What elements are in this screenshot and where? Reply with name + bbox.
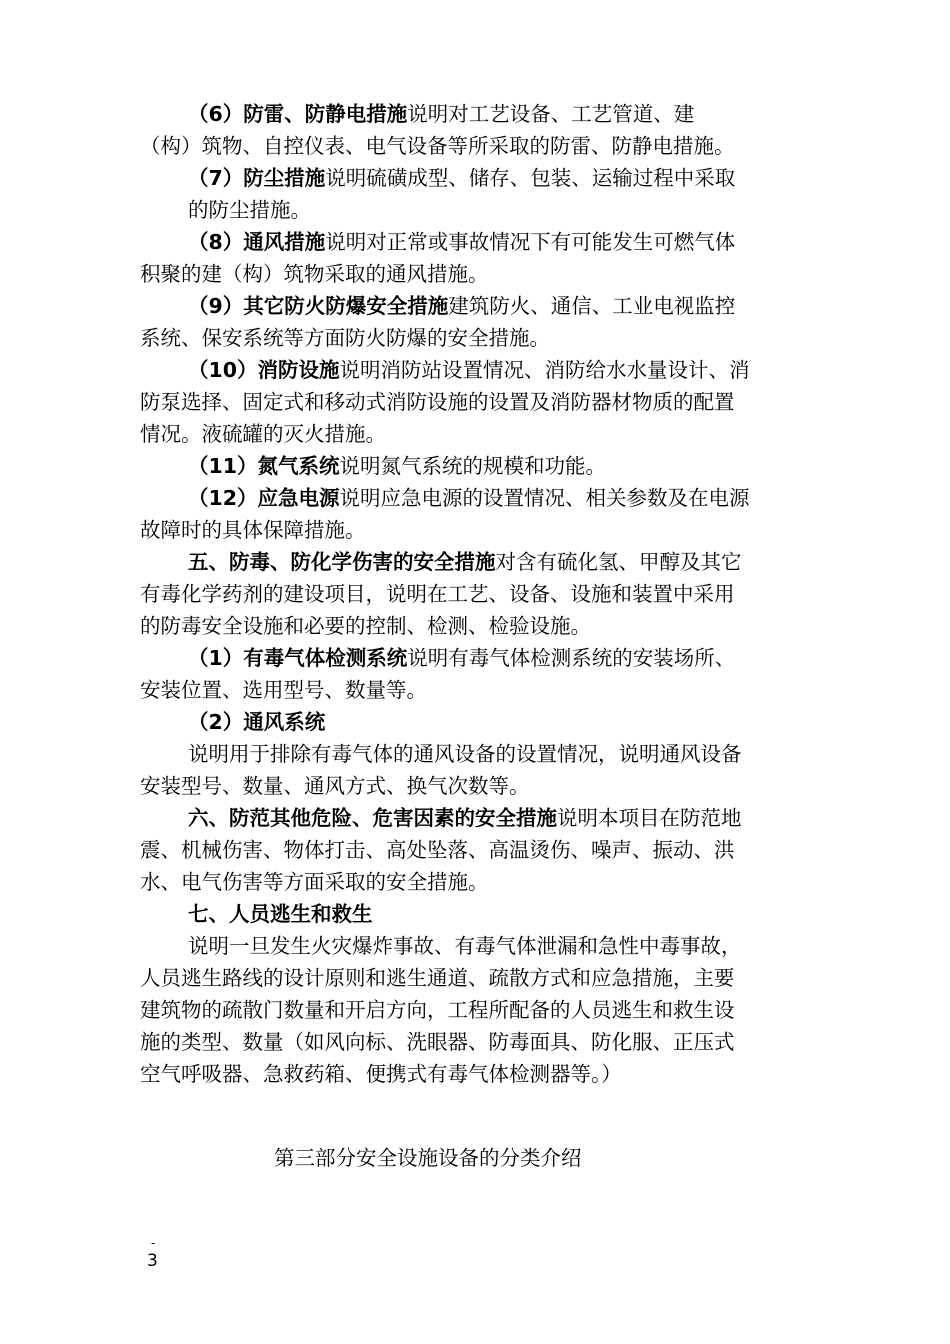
document-body [140, 98, 825, 1090]
section-seven-line-2: 人员逃生路线的设计原则和逃生通道、疏散方式和应急措施，主要 [140, 966, 735, 990]
item-heading: （7）防尘措施 [188, 166, 326, 190]
paragraph-fire-explosion-line-1 [140, 290, 825, 322]
item-heading: （10）消防设施 [188, 358, 340, 382]
paragraph-lightning-line-1 [140, 98, 825, 130]
section-seven-line-3: 建筑物的疏散门数量和开启方向，工程所配备的人员逃生和救生设 [140, 998, 735, 1022]
item-heading: （11）氮气系统 [188, 454, 340, 478]
section-six-line-2: 震、机械伤害、物体打击、高处坠落、高温烫伤、噪声、振动、洪 [140, 838, 735, 862]
paragraph-dust-line-1 [140, 162, 825, 194]
item-heading: （1）有毒气体检测系统 [188, 646, 408, 670]
item-heading: （8）通风措施 [188, 230, 326, 254]
item-text: 说明有毒气体检测系统的安装场所、 [407, 646, 736, 670]
section-text: 对含有硫化氢、甲醇及其它 [495, 550, 742, 574]
section-six-line-3: 水、电气伤害等方面采取的安全措施。 [140, 870, 489, 894]
item-heading: （6）防雷、防静电措施 [188, 102, 408, 126]
paragraph-ventilation-line-1 [140, 226, 825, 258]
section-seven-line-1: 说明一旦发生火灾爆炸事故、有毒气体泄漏和急性中毒事故， [188, 934, 742, 958]
part-three-title: 第三部分安全设施设备的分类介绍 [274, 1146, 582, 1170]
section-text: 说明本项目在防范地 [557, 806, 742, 830]
paragraph-emergency-power-line-1 [140, 482, 825, 514]
paragraph-ventilation-system-line-1: 说明用于排除有毒气体的通风设备的设置情况，说明通风设备 [188, 742, 742, 766]
item-text: 说明氮气系统的规模和功能。 [339, 454, 607, 478]
section-six-line-1 [140, 802, 825, 834]
paragraph-ventilation-system-line-2: 安装型号、数量、通风方式、换气次数等。 [140, 774, 530, 798]
section-five-line-2: 有毒化学药剂的建设项目，说明在工艺、设备、设施和装置中采用 [140, 582, 735, 606]
item-heading: （12）应急电源 [188, 486, 340, 510]
paragraph-firefighting-line-1 [140, 354, 825, 386]
section-five-line-3: 的防毒安全设施和必要的控制、检测、检验设施。 [140, 614, 591, 638]
item-heading: （9）其它防火防爆安全措施 [188, 294, 449, 318]
item-text: 说明对工艺设备、工艺管道、建 [407, 102, 695, 126]
item-text: 建筑防火、通信、工业电视监控 [448, 294, 736, 318]
section-heading: 六、防范其他危险、危害因素的安全措施 [188, 806, 557, 830]
item-text: 说明对正常或事故情况下有可能发生可燃气体 [325, 230, 736, 254]
paragraph-gas-detection-line-2: 安装位置、选用型号、数量等。 [140, 678, 427, 702]
paragraph-firefighting-line-3: 情况。液硫罐的灭火措施。 [140, 422, 386, 446]
paragraph-emergency-power-line-2: 故障时的具体保障措施。 [140, 518, 366, 542]
paragraph-fire-explosion-line-2: 系统、保安系统等方面防火防爆的安全措施。 [140, 326, 550, 350]
section-seven-line-4: 施的类型、数量（如风向标、洗眼器、防毒面具、防化服、正压式 [140, 1030, 735, 1054]
item-text: 说明消防站设置情况、消防给水水量设计、消 [339, 358, 750, 382]
paragraph-ventilation-system-heading: （2）通风系统 [188, 710, 326, 734]
paragraph-nitrogen-line-1 [140, 450, 825, 482]
section-seven-line-5: 空气呼吸器、急救药箱、便携式有毒气体检测器等。） [140, 1062, 622, 1086]
item-text: 说明硫磺成型、储存、包装、运输过程中采取 [325, 166, 736, 190]
page-number-dash: - [151, 1236, 156, 1250]
paragraph-ventilation-line-2: 积聚的建（构）筑物采取的通风措施。 [140, 262, 489, 286]
paragraph-gas-detection-line-1 [140, 642, 825, 674]
page-number: 3 [147, 1251, 158, 1271]
paragraph-dust-line-2: 的防尘措施。 [188, 198, 311, 222]
section-seven-heading: 七、人员逃生和救生 [188, 902, 373, 926]
item-text: 说明应急电源的设置情况、相关参数及在电源 [339, 486, 750, 510]
paragraph-firefighting-line-2: 防泵选择、固定式和移动式消防设施的设置及消防器材物质的配置 [140, 390, 735, 414]
section-heading: 五、防毒、防化学伤害的安全措施 [188, 550, 496, 574]
section-five-line-1 [140, 546, 825, 578]
paragraph-lightning-line-2: （构）筑物、自控仪表、电气设备等所采取的防雷、防静电措施。 [140, 134, 735, 158]
